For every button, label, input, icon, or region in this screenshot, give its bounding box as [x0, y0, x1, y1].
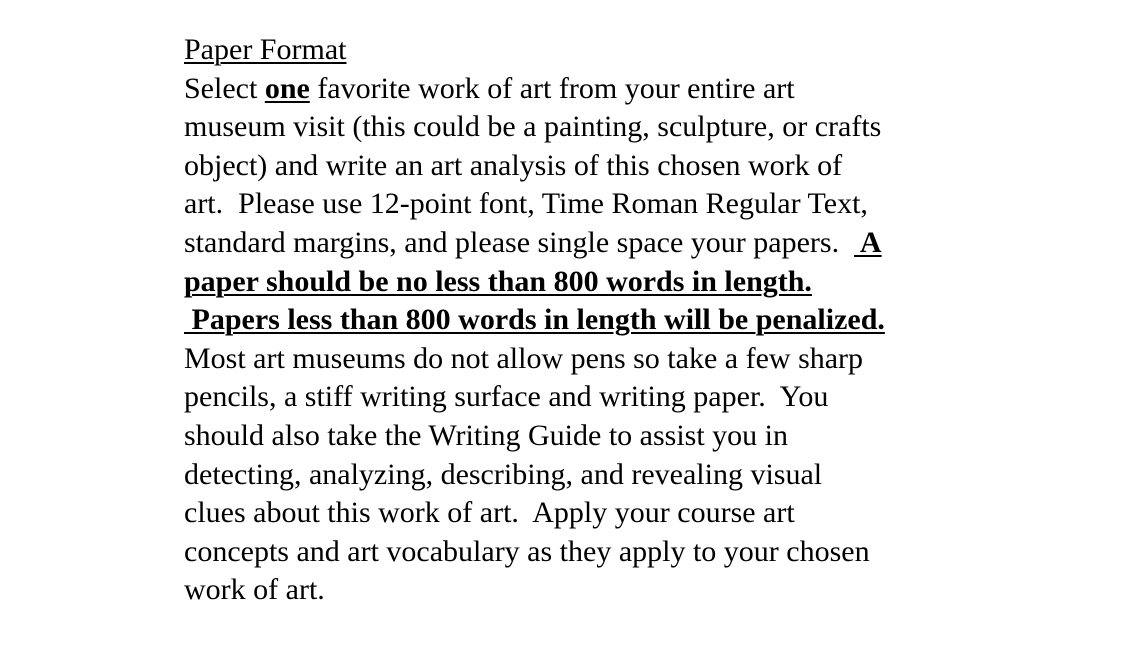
paragraph-line-1 [184, 70, 984, 109]
paragraph-line-13: concepts and art vocabulary as they apply to your chosen [184, 534, 870, 568]
paragraph-line-8: Most art museums do not allow pens so take a few sharp [184, 341, 864, 375]
emphasis-one: one [264, 71, 310, 105]
requirement-penalty-line: Papers less than 800 words in length will be penalized. [184, 303, 885, 337]
paragraph-line-10: should also take the Writing Guide to assist you in [184, 418, 789, 452]
paragraph-line-3: object) and write an art analysis of this chosen work of [184, 148, 843, 182]
paragraph-line-2: museum visit (this could be a painting, sculpture, or crafts [184, 110, 882, 144]
paragraph-line-11: detecting, analyzing, describing, and revealing visual [184, 457, 823, 491]
requirement-length-line: paper should be no less than 800 words in length. [184, 264, 812, 298]
section-heading: Paper Format [184, 33, 347, 66]
document-body [184, 31, 984, 610]
paragraph-line-5 [184, 224, 984, 263]
paragraph-line-12: clues about this work of art. Apply your course art [184, 496, 795, 530]
text-run: favorite work of art from your entire art [309, 71, 795, 105]
paragraph-line-9: pencils, a stiff writing surface and writing paper. You [184, 380, 829, 414]
paragraph-line-14: work of art. [184, 573, 325, 607]
requirement-emphasis-start: A [854, 225, 882, 259]
paragraph-line-4: art. Please use 12-point font, Time Roman Regular Text, [184, 187, 868, 221]
text-run: Select [184, 71, 265, 105]
text-run: standard margins, and please single space your papers. [184, 225, 855, 259]
